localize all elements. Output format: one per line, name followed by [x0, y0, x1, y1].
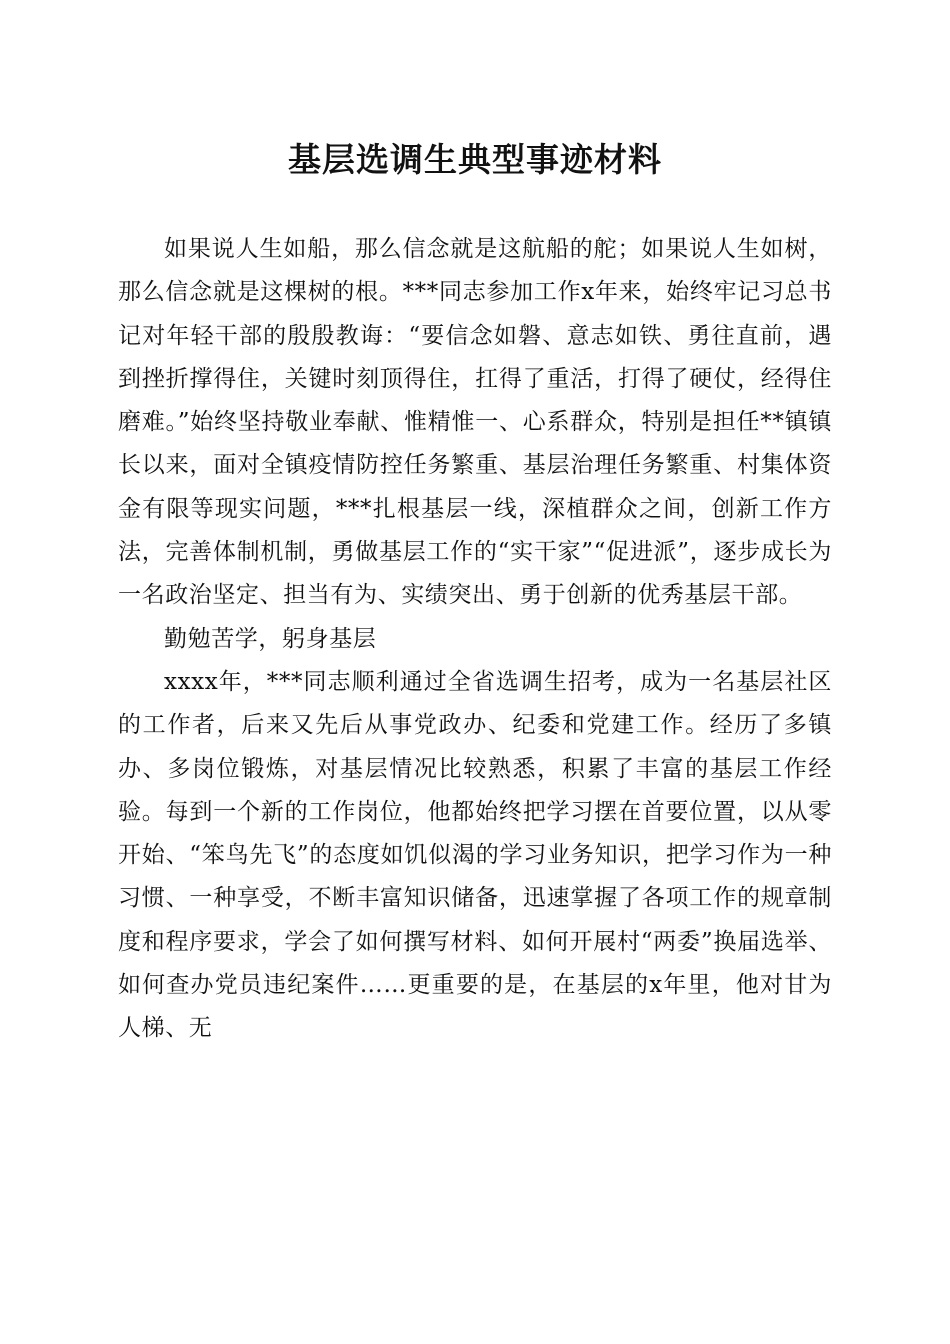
- document-title: 基层选调生典型事迹材料: [288, 140, 662, 179]
- paragraph-intro: 如果说人生如船，那么信念就是这航船的舵；如果说人生如树，那么信念就是这棵树的根。***同志参加工作x年来，始终牢记习总书记对年轻干部的殷殷教诲：“要信念如磐、意志如铁、勇往直前，遇到挫折撑得住，关键时刻顶得住，扛得了重活，打得了硬仗，经得住磨难。”始终坚持敬业奉献、惟精惟一、心系群众，特别是担任**镇镇长以来，面对全镇疫情防控任务繁重、基层治理任务繁重、村集体资金有限等现实问题，***扎根基层一线，深植群众之间，创新工作方法，完善体制机制，勇做基层工作的“实干家”“促进派”，逐步成长为一名政治坚定、担当有为、实绩突出、勇于创新的优秀基层干部。: [118, 236, 832, 609]
- document-body: [118, 228, 832, 1051]
- section-heading: 勤勉苦学，躬身基层: [164, 625, 377, 652]
- paragraph-study: xxxx年，***同志顺利通过全省选调生招考，成为一名基层社区的工作者，后来又先后从事党政办、纪委和党建工作。经历了多镇办、多岗位锻炼，对基层情况比较熟悉，积累了丰富的基层工作经验。每到一个新的工作岗位，他都始终把学习摆在首要位置，以从零开始、“笨鸟先飞”的态度如饥似渴的学习业务知识，把学习作为一种习惯、一种享受，不断丰富知识储备，迅速掌握了各项工作的规章制度和程序要求，学会了如何撰写材料、如何开展村“两委”换届选举、如何查办党员违纪案件……更重要的是，在基层的x年里，他对甘为人梯、无: [118, 668, 832, 1042]
